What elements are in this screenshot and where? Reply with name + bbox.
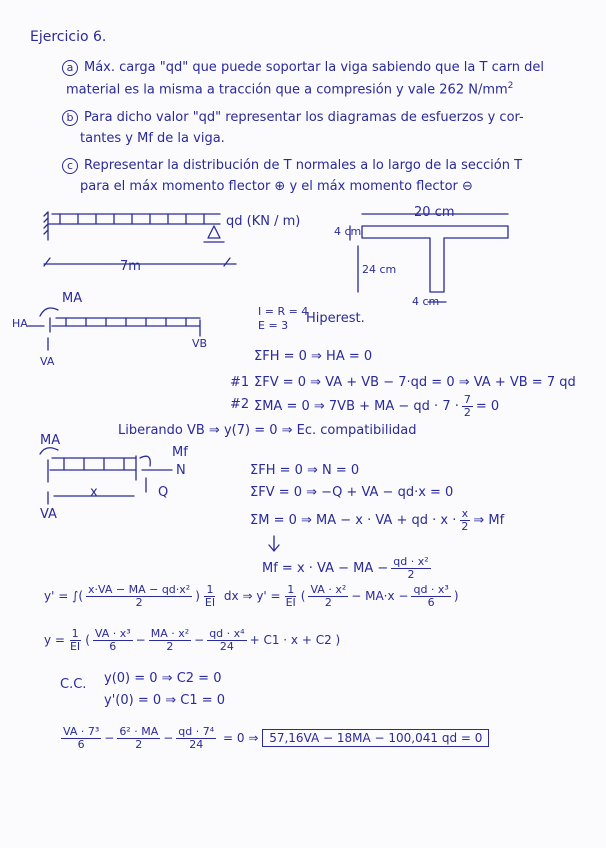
eq-ma: ΣMA = 0 ⇒ 7VB + MA − qd · 7 · $\frac{7}{2}$ = 0 bbox=[254, 393, 500, 420]
release-line: Liberando VB ⇒ y(7) = 0 ⇒ Ec. compatibilidad bbox=[118, 423, 417, 438]
eq2-fh: ΣFH = 0 ⇒ N = 0 bbox=[250, 463, 360, 478]
eq-fh: ΣFH = 0 ⇒ HA = 0 bbox=[254, 349, 373, 364]
item-a-line1: a Máx. carga "qd" que puede soportar la viga sabiendo que la T carn del bbox=[62, 60, 544, 76]
fbd1-vb: VB bbox=[192, 337, 208, 350]
t-flange-label: 4 cm bbox=[334, 225, 362, 238]
item-c-mark: c bbox=[62, 158, 78, 174]
t-web-width-label: 4 cm bbox=[412, 295, 440, 308]
eq2-fv: ΣFV = 0 ⇒ −Q + VA − qd·x = 0 bbox=[250, 485, 454, 500]
hyper-line2: E = 3 bbox=[258, 319, 289, 332]
item-c-line1: c Representar la distribución de T normales a lo largo de la sección T bbox=[62, 158, 522, 174]
item-a-line2: material es la misma a tracción que a compresión y vale 262 $N/mm^2$ bbox=[66, 81, 514, 98]
fbd-1 bbox=[28, 308, 200, 350]
item-a-mark: a bbox=[62, 60, 78, 76]
cc-line2: y'(0) = 0 ⇒ C1 = 0 bbox=[104, 693, 226, 708]
final-equation: $\frac{\text{VA · 7³}}{6}$ − $\frac{\text{6² · MA}}{2}$ − $\frac{\text{qd · 7⁴}}{24}$ = 0 ⇒ 57,16VA − 18MA − 100,041 qd = 0 bbox=[58, 726, 489, 751]
mf-expression: Mf = x · VA − MA − $\frac{\text{qd · x²}}{2}$ bbox=[262, 555, 429, 582]
item-b-line2: tantes y Mf de la viga. bbox=[80, 131, 225, 146]
eq-n1: #1 bbox=[230, 375, 250, 390]
fbd-2 bbox=[40, 448, 172, 504]
distributed-load-arrows bbox=[60, 214, 204, 224]
t-width-label: 20 cm bbox=[414, 205, 455, 220]
y-expression: y = $\frac{1}{EI}$ ( $\frac{\text{VA · x³}}{6}$ − $\frac{\text{MA · x²}}{2}$ − $\frac{\text{qd · x⁴}}{24}$ + C1 · x + C2 ) bbox=[44, 627, 341, 654]
y-prime-expression: y' = ∫( $\frac{\text{x·VA − MA − qd·x²}}{2}$ ) $\frac{1}{EI}$ dx ⇒ y' = $\frac{1}{EI}$ ( $\frac{\text{VA · x²}}{2}$ − MA·x − $\frac{\text{qd · x³}}{6}$ ) bbox=[44, 583, 459, 610]
fbd1-ha: HA bbox=[12, 317, 28, 330]
cc-line1: y(0) = 0 ⇒ C2 = 0 bbox=[104, 671, 222, 686]
final-result: 57,16VA − 18MA − 100,041 qd = 0 bbox=[262, 729, 489, 747]
cc-label: C.C. bbox=[60, 677, 87, 692]
item-b-mark: b bbox=[62, 110, 78, 126]
fbd2-va: VA bbox=[40, 507, 57, 522]
beam-diagram bbox=[44, 212, 236, 266]
fbd2-q: Q bbox=[158, 485, 169, 500]
fbd2-ma: MA bbox=[40, 433, 61, 448]
fbd1-va: VA bbox=[40, 355, 55, 368]
t-section-diagram bbox=[350, 214, 508, 302]
eq-fv: ΣFV = 0 ⇒ VA + VB − 7·qd = 0 ⇒ VA + VB = 7 qd bbox=[254, 375, 576, 390]
fbd2-n: N bbox=[176, 463, 186, 478]
hyper-line1: I = R = 4 bbox=[258, 305, 309, 318]
t-web-height-label: 24 cm bbox=[362, 263, 397, 276]
hyper-label: Hiperest. bbox=[306, 311, 365, 326]
fbd1-ma: MA bbox=[62, 291, 83, 306]
beam-load-label: qd (KN / m) bbox=[226, 214, 301, 229]
exercise-title: Ejercicio 6. bbox=[30, 29, 107, 45]
beam-length-label: 7m bbox=[120, 259, 141, 274]
eq-n2: #2 bbox=[230, 397, 250, 412]
item-b-line1: b Para dicho valor "qd" representar los diagramas de esfuerzos y cor- bbox=[62, 110, 524, 126]
eq2-m: ΣM = 0 ⇒ MA − x · VA + qd · x · $\frac{x}{2}$ ⇒ Mf bbox=[250, 507, 505, 534]
fbd2-x: x bbox=[90, 485, 98, 500]
item-c-line2: para el máx momento flector ⊕ y el máx momento flector ⊖ bbox=[80, 179, 473, 194]
fbd2-mf: Mf bbox=[172, 445, 188, 460]
